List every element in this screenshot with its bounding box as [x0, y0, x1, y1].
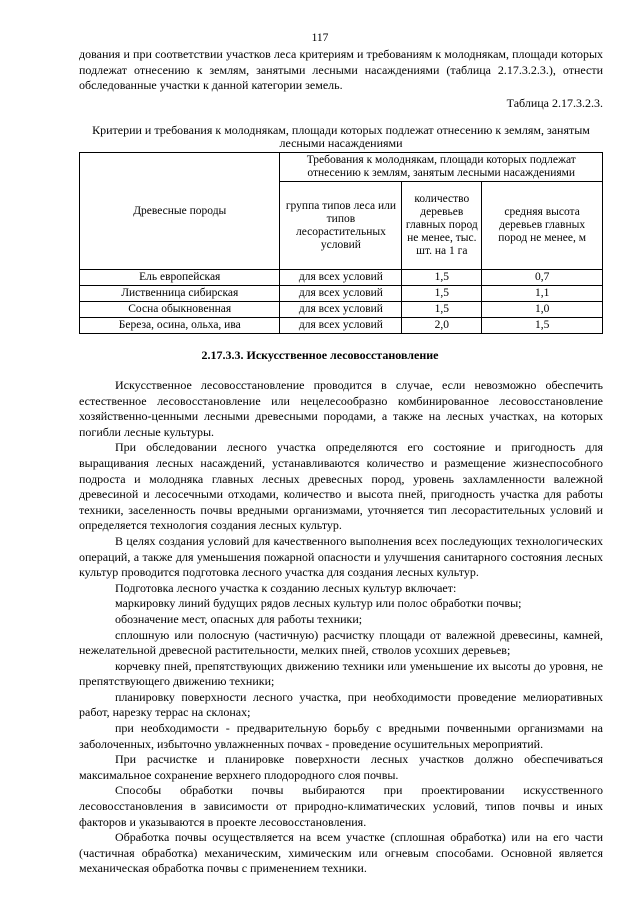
- cell-height: 0,7: [482, 270, 603, 286]
- table-row: [80, 286, 603, 302]
- cell-species: Ель европейская: [80, 270, 280, 286]
- paragraph: В целях создания условий для качественного выполнения всех последующих технологических операций, а также для уменьшения пожарной опасности и улучшения санитарного состояния лесных культур проводится подготовка лесного участка для создания лесных культур.: [79, 533, 603, 580]
- header-species: Древесные породы: [80, 153, 280, 270]
- cell-count: 2,0: [402, 318, 482, 334]
- cell-species: Сосна обыкновенная: [80, 302, 280, 318]
- paragraph: При расчистке и планировке поверхности лесных участков должно обеспечиваться максимальное сохранение верхнего плодородного слоя почвы.: [79, 752, 603, 782]
- paragraph: обозначение мест, опасных для работы техники;: [115, 611, 363, 626]
- paragraph: маркировку линий будущих рядов лесных культур или полос обработки почвы;: [115, 596, 522, 611]
- paragraph: сплошную или полосную (частичную) расчистку площади от валежной древесины, камней, нежелательной древесной растительности, мелких пней, стволов усохших деревьев;: [79, 627, 603, 658]
- cell-conditions: для всех условий: [280, 270, 402, 286]
- continuation-paragraph: дования и при соответствии участков леса критериям и требованиям к молоднякам, площади которых подлежат отнесению к землям, занятыми лесными насаждениями (таблица 2.17.3.2.3.), отнести обследованные участки к данной категории земель.: [79, 47, 603, 92]
- cell-count: 1,5: [402, 270, 482, 286]
- paragraph: Искусственное лесовосстановление проводится в случае, если невозможно обеспечить естественное лесовосстановление или нецелесообразно комбинированное лесовосстановление хозяйственно-ценными лесными древесными породами, а также на лесных участках, на которых погибли лесные культуры.: [79, 378, 603, 439]
- cell-height: 1,1: [482, 286, 603, 302]
- paragraph: Подготовка лесного участка к созданию лесных культур включает:: [115, 580, 457, 595]
- paragraph: корчевку пней, препятствующих движению техники или уменьшение их высоты до уровня, не препятствующего движению техники;: [79, 658, 603, 689]
- criteria-table: [79, 152, 603, 334]
- section-title: 2.17.3.3. Искусственное лесовосстановление: [201, 348, 439, 362]
- cell-species: Береза, осина, ольха, ива: [80, 318, 280, 334]
- paragraph: планировку поверхности лесного участка, при необходимости проведение мелиоративных работ, нарезку террас на склонах;: [79, 689, 603, 720]
- header-requirements: Требования к молоднякам, площади которых подлежат отнесению к землям, занятым лесными насаждениями: [280, 153, 603, 182]
- cell-conditions: для всех условий: [280, 286, 402, 302]
- table-label: Таблица 2.17.3.2.3.: [506, 96, 603, 110]
- cell-species: Лиственница сибирская: [80, 286, 280, 302]
- header-avg-height: средняя высота деревьев главных пород не менее, м: [482, 182, 603, 270]
- paragraph: при необходимости - предварительную борьбу с вредными почвенными организмами на заболоченных, избыточно увлажненных почвах - проведение осушительных мероприятий.: [79, 721, 603, 751]
- table-caption: Критерии и требования к молоднякам, площади которых подлежат отнесению к землям, занятым лесными насаждениями: [92, 123, 590, 150]
- header-forest-type: группа типов леса или типов лесорастительных условий: [280, 182, 402, 270]
- paragraph: Способы обработки почвы выбираются при проектировании искусственного лесовосстановления в зависимости от природно-климатических условий, типов почвы и иных факторов и указываются в проекте лесовосстановления.: [79, 783, 603, 829]
- cell-height: 1,0: [482, 302, 603, 318]
- paragraph: Обработка почвы осуществляется на всем участке (сплошная обработка) или на его части (частичная обработка) механическим, химическим или огневым способами. Основной является механическая обработка почвы с применением техники.: [79, 830, 603, 876]
- table-row: [80, 318, 603, 334]
- cell-height: 1,5: [482, 318, 603, 334]
- cell-conditions: для всех условий: [280, 318, 402, 334]
- paragraph: При обследовании лесного участка определяются его состояние и пригодность для выращивания лесных насаждений, устанавливаются количество и размещение жизнеспособного подроста и молодняка главных лесных древесных пород, уровень захламленности валежной древесиной и лесосечными отходами, количество и высота пней, пригодность участка для работы техники, заселенность почвы вредными организмами, уточняется тип лесорастительных условий и определяется технология создания лесных культур.: [79, 440, 603, 533]
- table-row: [80, 302, 603, 318]
- header-tree-count: количество деревьев главных пород не менее, тыс. шт. на 1 га: [402, 182, 482, 270]
- cell-count: 1,5: [402, 302, 482, 318]
- body-text: [79, 378, 603, 877]
- cell-conditions: для всех условий: [280, 302, 402, 318]
- table-row: [80, 270, 603, 286]
- cell-count: 1,5: [402, 286, 482, 302]
- page-number: 117: [311, 32, 329, 44]
